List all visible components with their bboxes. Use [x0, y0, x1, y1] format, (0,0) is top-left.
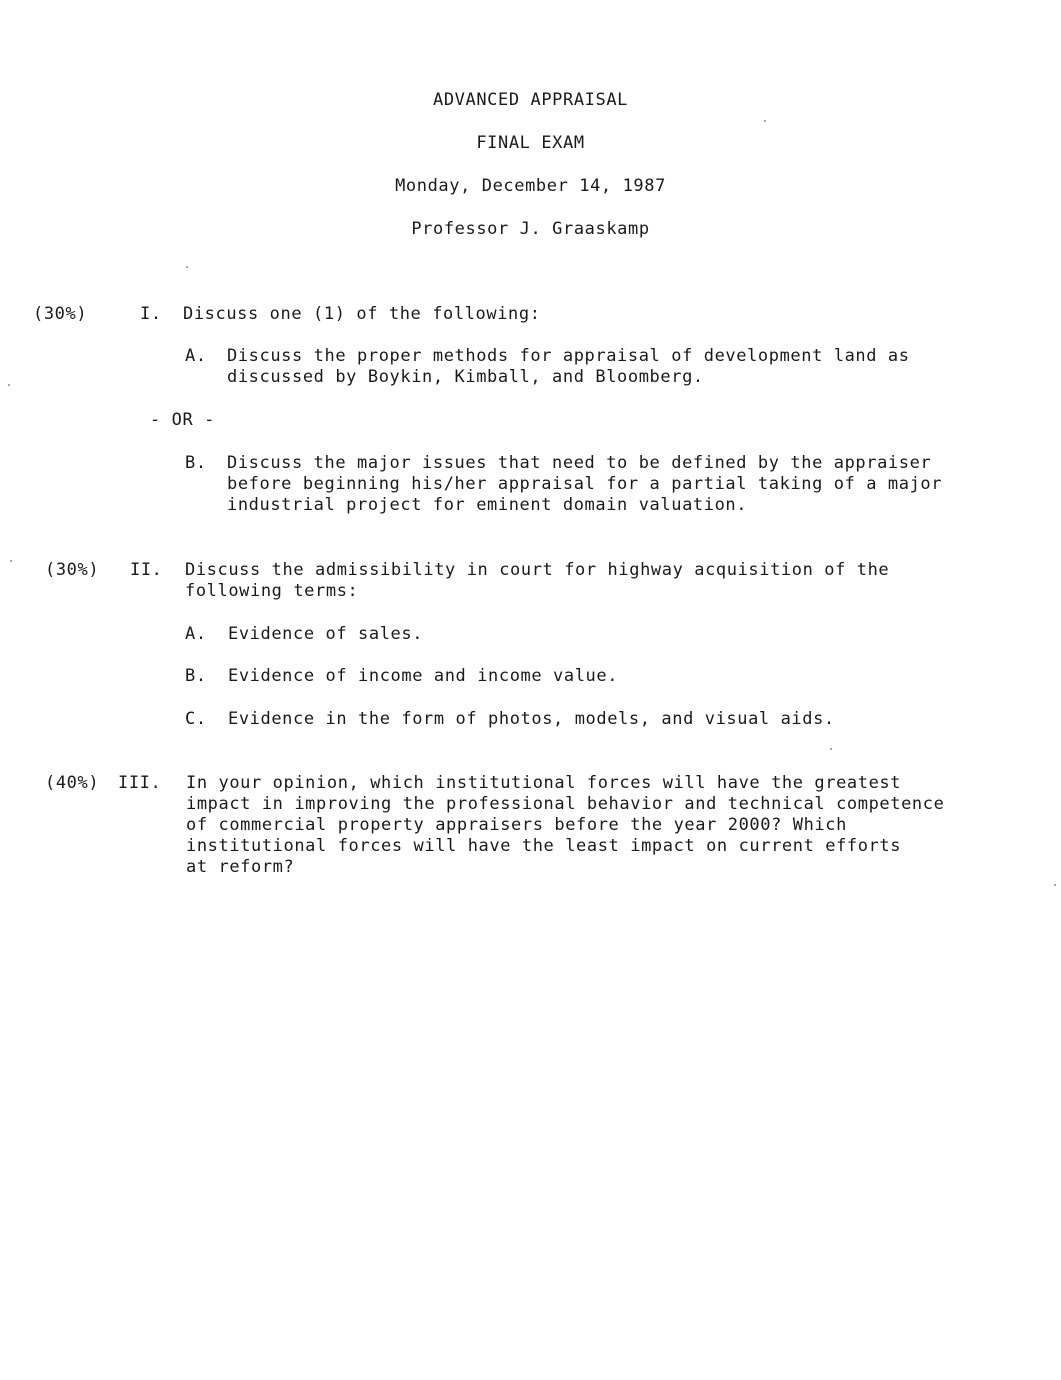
scan-speck [764, 120, 766, 122]
option-text-line: Evidence of sales. [228, 624, 424, 644]
question-prompt: impact in improving the professional behavior and technical competence [186, 794, 945, 814]
question-weight: (30%) [33, 304, 88, 324]
option-text-line: Evidence in the form of photos, models, and visual aids. [228, 709, 835, 729]
option-text-line: discussed by Boykin, Kimball, and Bloomberg. [227, 367, 704, 387]
option-letter: A. [185, 624, 207, 644]
question-prompt: Discuss one (1) of the following: [183, 304, 541, 324]
question-number: I. [140, 304, 162, 324]
option-text-line: before beginning his/her appraisal for a partial taking of a major [227, 474, 943, 494]
exam-title: FINAL EXAM [476, 133, 585, 153]
scan-speck [10, 560, 12, 562]
question-prompt: of commercial property appraisers before the year 2000? Which [186, 815, 847, 835]
option-text-line: industrial project for eminent domain valuation. [227, 495, 748, 515]
professor-name: Professor J. Graaskamp [411, 219, 650, 239]
option-letter: B. [185, 666, 207, 686]
course-title: ADVANCED APPRAISAL [432, 90, 629, 110]
scan-speck [8, 384, 10, 386]
or-separator: - OR - [150, 410, 216, 430]
option-text-line: Evidence of income and income value. [228, 666, 619, 686]
scan-speck [1054, 884, 1056, 886]
question-prompt: In your opinion, which institutional forces will have the greatest [186, 773, 902, 793]
question-prompt: institutional forces will have the least impact on current efforts [186, 836, 902, 856]
option-letter: C. [185, 709, 207, 729]
option-text-line: Discuss the proper methods for appraisal of development land as [227, 346, 910, 366]
question-prompt: following terms: [185, 581, 359, 601]
question-number: III. [118, 773, 162, 793]
option-letter: A. [185, 346, 207, 366]
scan-speck [830, 748, 832, 750]
option-letter: B. [185, 453, 207, 473]
scan-speck [186, 266, 188, 268]
question-prompt: Discuss the admissibility in court for highway acquisition of the [185, 560, 890, 580]
exam-date: Monday, December 14, 1987 [395, 176, 666, 196]
question-number: II. [130, 560, 163, 580]
option-text-line: Discuss the major issues that need to be defined by the appraiser [227, 453, 932, 473]
question-weight: (40%) [45, 773, 100, 793]
question-weight: (30%) [45, 560, 100, 580]
question-prompt: at reform? [186, 857, 295, 877]
